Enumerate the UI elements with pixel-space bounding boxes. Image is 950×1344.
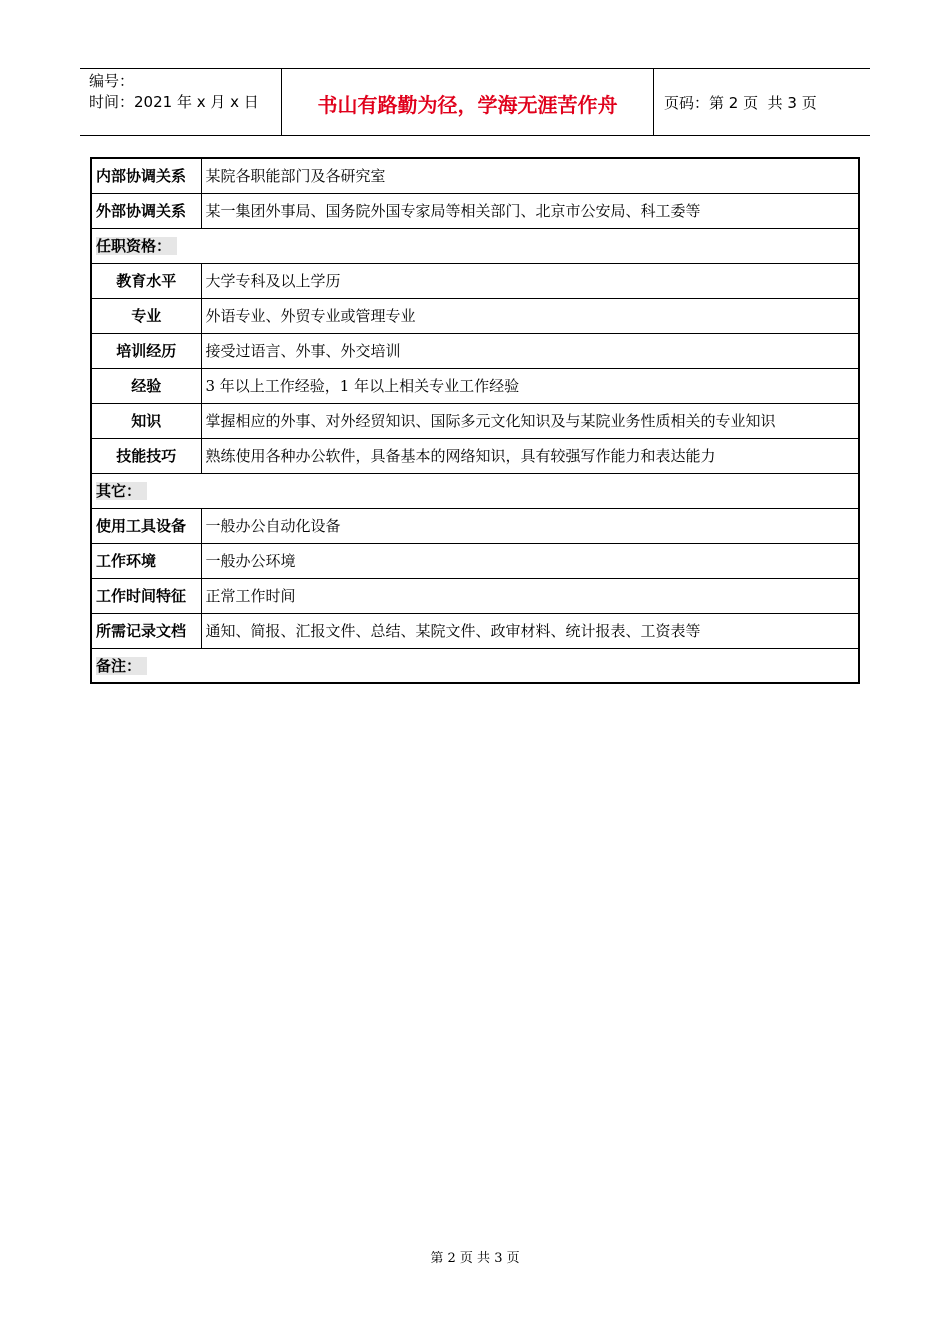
documents-label: 所需记录文档 [91,613,201,648]
section-row [91,473,859,508]
other-header-text: 其它： [96,482,147,500]
skills-value: 熟练使用各种办公软件，具备基本的网络知识，具有较强写作能力和表达能力 [201,438,859,473]
skills-label: 技能技巧 [91,438,201,473]
section-row [91,648,859,683]
experience-label: 经验 [91,368,201,403]
tools-value: 一般办公自动化设备 [201,508,859,543]
table-row [91,578,859,613]
table-row [91,333,859,368]
knowledge-value: 掌握相应的外事、对外经贸知识、国际多元文化知识及与某院业务性质相关的专业知识 [201,403,859,438]
page-footer: 第 2 页 共 3 页 [430,1251,520,1266]
qualification-header-text: 任职资格： [96,237,177,255]
qualification-header [91,228,859,263]
header-page-info [654,69,870,135]
table-row [91,193,859,228]
table-row [91,263,859,298]
remarks-header [91,648,859,683]
date-line: 时间：2021 年 x 月 x 日 [89,93,259,111]
header-meta [80,69,282,135]
table-row [91,613,859,648]
header-motto: 书山有路勤为径，学海无涯苦作舟 [282,69,654,135]
table-row [91,298,859,333]
section-row [91,228,859,263]
work-time-value: 正常工作时间 [201,578,859,613]
experience-value: 3 年以上工作经验，1 年以上相关专业工作经验 [201,368,859,403]
page-header [80,68,870,136]
table-row [91,543,859,578]
education-label: 教育水平 [91,263,201,298]
tools-label: 使用工具设备 [91,508,201,543]
table-row [91,368,859,403]
environment-value: 一般办公环境 [201,543,859,578]
training-label: 培训经历 [91,333,201,368]
work-time-label: 工作时间特征 [91,578,201,613]
knowledge-label: 知识 [91,403,201,438]
other-header [91,473,859,508]
documents-value: 通知、简报、汇报文件、总结、某院文件、政审材料、统计报表、工资表等 [201,613,859,648]
training-value: 接受过语言、外事、外交培训 [201,333,859,368]
remarks-header-text: 备注： [96,657,147,675]
education-value: 大学专科及以上学历 [201,263,859,298]
table-row [91,438,859,473]
table-row [91,508,859,543]
external-value: 某一集团外事局、国务院外国专家局等相关部门、北京市公安局、科工委等 [201,193,859,228]
number-label: 编号： [89,72,135,90]
job-description-table [90,157,860,684]
external-label: 外部协调关系 [91,193,201,228]
major-value: 外语专业、外贸专业或管理专业 [201,298,859,333]
environment-label: 工作环境 [91,543,201,578]
page-info: 页码：第 2 页 共 3 页 [664,93,817,112]
table-row [91,403,859,438]
major-label: 专业 [91,298,201,333]
table-row [91,158,859,193]
internal-label: 内部协调关系 [91,158,201,193]
internal-value: 某院各职能部门及各研究室 [201,158,859,193]
